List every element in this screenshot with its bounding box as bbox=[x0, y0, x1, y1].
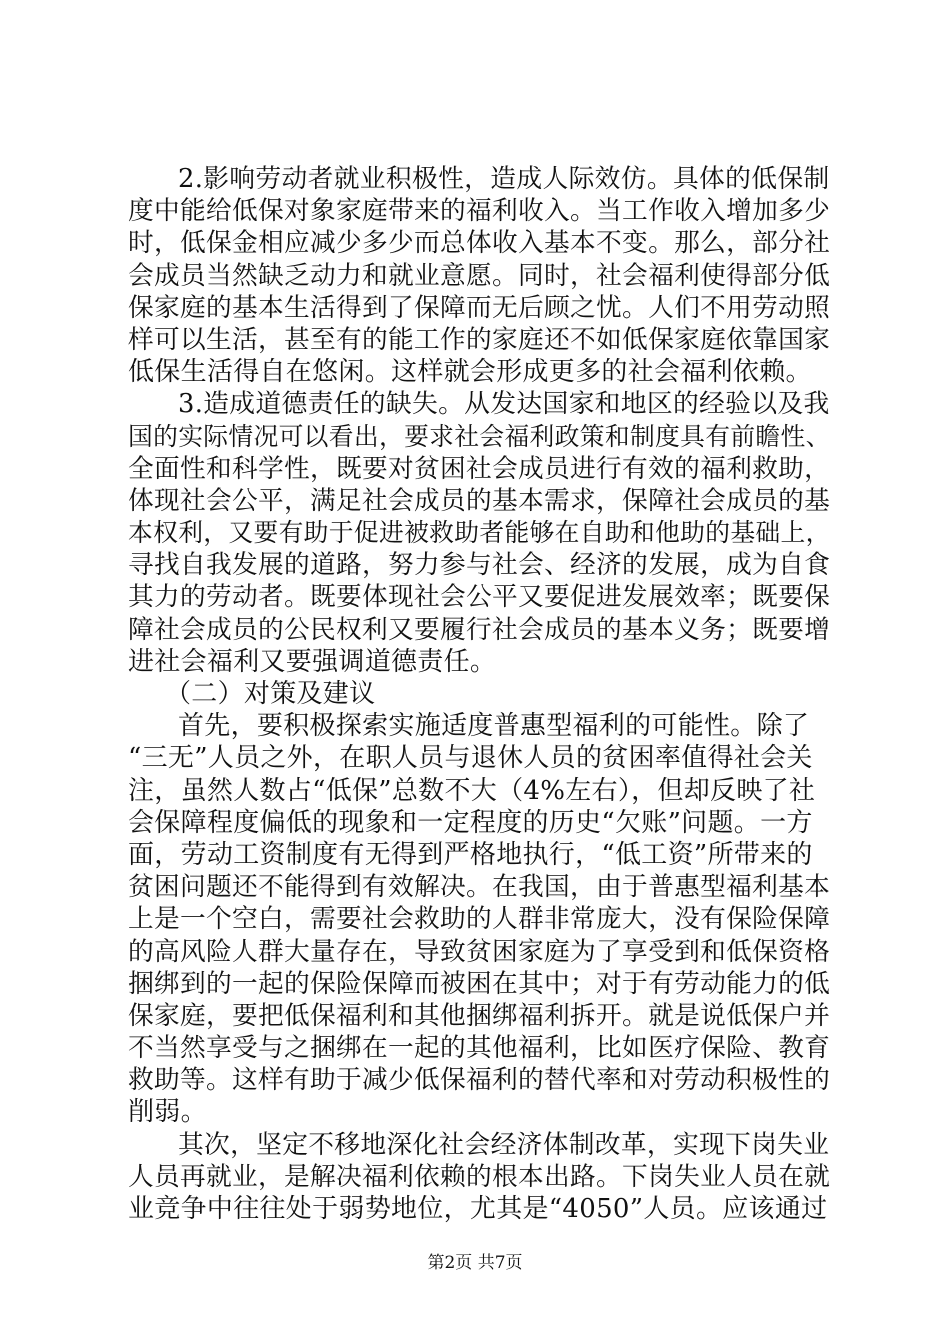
text-line: 3.造成道德责任的缺失。从发达国家和地区的经验以及我 bbox=[178, 389, 830, 420]
section-heading: （二）对策及建议 bbox=[165, 679, 376, 709]
text-line: 贫困问题还不能得到有效解决。在我国，由于普惠型福利基本 bbox=[128, 872, 831, 903]
text-line: 业竞争中往往处于弱势地位，尤其是“4050”人员。应该通过 bbox=[128, 1194, 828, 1224]
text-line: 2.影响劳动者就业积极性，造成人际效仿。具体的低保制 bbox=[178, 164, 830, 194]
text-line: 保家庭的基本生活得到了保障而无后顾之忧。人们不用劳动照 bbox=[128, 292, 831, 323]
text-line: 不当然享受与之捆绑在一起的其他福利，比如医疗保险、教育 bbox=[128, 1033, 831, 1064]
text-line: 全面性和科学性，既要对贫困社会成员进行有效的福利救助， bbox=[128, 453, 831, 484]
text-line: 会保障程度偏低的现象和一定程度的历史“欠账”问题。一方 bbox=[128, 807, 813, 838]
text-line: 人员再就业，是解决福利依赖的根本出路。下岗失业人员在就 bbox=[128, 1161, 831, 1192]
text-line: 削弱。 bbox=[128, 1097, 207, 1128]
text-line: 其力的劳动者。既要体现社会公平又要促进发展效率；既要保 bbox=[128, 582, 831, 613]
text-line: “三无”人员之外，在职人员与退休人员的贫困率值得社会关 bbox=[128, 743, 813, 774]
text-line: 本权利，又要有助于促进被救助者能够在自助和他助的基础上， bbox=[128, 518, 831, 548]
text-line: 面，劳动工资制度有无得到严格地执行，“低工资”所带来的 bbox=[128, 839, 813, 870]
page-footer: 第2页 共7页 bbox=[427, 1253, 523, 1273]
text-line: 上是一个空白，需要社会救助的人群非常庞大，没有保险保障 bbox=[128, 904, 831, 935]
text-line: 保家庭，要把低保福利和其他捆绑福利拆开。就是说低保户并 bbox=[128, 1000, 831, 1031]
text-line: 会成员当然缺乏动力和就业意愿。同时，社会福利使得部分低 bbox=[128, 260, 831, 291]
text-line: 国的实际情况可以看出，要求社会福利政策和制度具有前瞻性、 bbox=[128, 421, 831, 451]
text-line: 救助等。这样有助于减少低保福利的替代率和对劳动积极性的 bbox=[128, 1065, 831, 1096]
text-line: 首先，要积极探索实施适度普惠型福利的可能性。除了 bbox=[178, 711, 810, 742]
text-line: 寻找自我发展的道路，努力参与社会、经济的发展，成为自食 bbox=[128, 550, 831, 581]
text-line: 度中能给低保对象家庭带来的福利收入。当工作收入增加多少 bbox=[128, 196, 831, 227]
text-line: 进社会福利又要强调道德责任。 bbox=[128, 646, 497, 677]
text-line: 捆绑到的一起的保险保障而被困在其中；对于有劳动能力的低 bbox=[128, 968, 831, 999]
text-line: 体现社会公平，满足社会成员的基本需求，保障社会成员的基 bbox=[128, 485, 831, 516]
text-line: 低保生活得自在悠闲。这样就会形成更多的社会福利依赖。 bbox=[128, 357, 812, 388]
text-line: 障社会成员的公民权利又要履行社会成员的基本义务；既要增 bbox=[128, 614, 831, 645]
text-line: 样可以生活，甚至有的能工作的家庭还不如低保家庭依靠国家 bbox=[128, 324, 831, 355]
text-line: 注，虽然人数占“低保”总数不大（4%左右），但却反映了社 bbox=[128, 775, 816, 806]
text-line: 的高风险人群大量存在，导致贫困家庭为了享受到和低保资格 bbox=[128, 936, 831, 967]
text-line: 其次，坚定不移地深化社会经济体制改革，实现下岗失业 bbox=[178, 1129, 830, 1160]
text-line: 时，低保金相应减少多少而总体收入基本不变。那么，部分社 bbox=[128, 228, 831, 259]
